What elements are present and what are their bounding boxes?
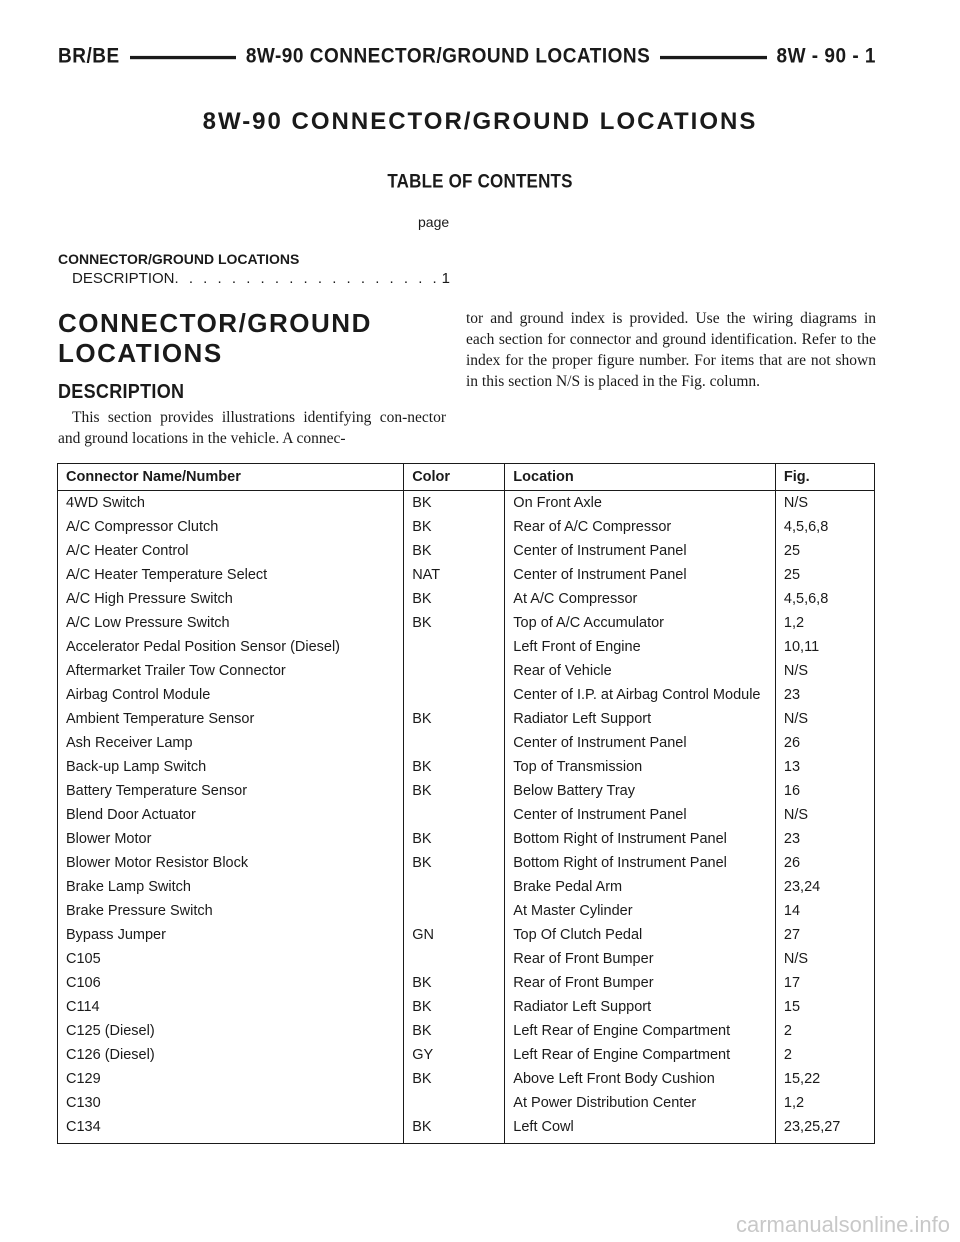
cell-connector-name: Airbag Control Module bbox=[58, 683, 404, 707]
cell-color bbox=[404, 635, 505, 659]
cell-connector-name: C114 bbox=[58, 995, 404, 1019]
cell-location: Center of Instrument Panel bbox=[505, 803, 776, 827]
left-column bbox=[58, 308, 446, 449]
table-row bbox=[58, 1019, 875, 1043]
table-row bbox=[58, 827, 875, 851]
cell-connector-name: Back-up Lamp Switch bbox=[58, 755, 404, 779]
cell-fig: N/S bbox=[775, 803, 874, 827]
cell-location: Radiator Left Support bbox=[505, 707, 776, 731]
document-title: 8W-90 CONNECTOR/GROUND LOCATIONS bbox=[202, 108, 758, 135]
cell-fig: N/S bbox=[775, 707, 874, 731]
column-header-name: Connector Name/Number bbox=[58, 464, 404, 491]
table-row bbox=[58, 1067, 875, 1091]
cell-location: Center of Instrument Panel bbox=[505, 731, 776, 755]
cell-location: Top Of Clutch Pedal bbox=[505, 923, 776, 947]
cell-color: BK bbox=[404, 755, 505, 779]
cell-location: Left Rear of Engine Compartment bbox=[505, 1043, 776, 1067]
cell-location: Top of Transmission bbox=[505, 755, 776, 779]
column-header-fig: Fig. bbox=[775, 464, 874, 491]
cell-fig: N/S bbox=[775, 659, 874, 683]
header-rule-right bbox=[660, 55, 766, 58]
cell-color: BK bbox=[404, 587, 505, 611]
connector-table bbox=[57, 463, 875, 1144]
cell-connector-name: C125 (Diesel) bbox=[58, 1019, 404, 1043]
table-row bbox=[58, 707, 875, 731]
cell-color bbox=[404, 659, 505, 683]
toc-page-label: page bbox=[418, 214, 450, 230]
cell-location: Center of Instrument Panel bbox=[505, 563, 776, 587]
table-row bbox=[58, 995, 875, 1019]
cell-connector-name: Blend Door Actuator bbox=[58, 803, 404, 827]
cell-connector-name: Ambient Temperature Sensor bbox=[58, 707, 404, 731]
cell-fig: 17 bbox=[775, 971, 874, 995]
cell-fig: 26 bbox=[775, 731, 874, 755]
cell-color bbox=[404, 803, 505, 827]
cell-fig: 26 bbox=[775, 851, 874, 875]
toc-entry-description[interactable] bbox=[72, 270, 450, 287]
description-paragraph-right: tor and ground index is provided. Use the wiring diagrams in each section for connector and ground identification. Refer to the index for the proper figure number. For items that are not shown in this section N/S is placed in the Fig. column. bbox=[466, 310, 876, 390]
cell-color: NAT bbox=[404, 563, 505, 587]
table-row bbox=[58, 875, 875, 899]
toc-section: CONNECTOR/GROUND LOCATIONS bbox=[58, 251, 300, 267]
cell-location: At Power Distribution Center bbox=[505, 1091, 776, 1115]
cell-location: Radiator Left Support bbox=[505, 995, 776, 1019]
table-row bbox=[58, 803, 875, 827]
table-row bbox=[58, 731, 875, 755]
cell-fig: N/S bbox=[775, 491, 874, 516]
cell-connector-name: Bypass Jumper bbox=[58, 923, 404, 947]
cell-location: Above Left Front Body Cushion bbox=[505, 1067, 776, 1091]
cell-fig: 25 bbox=[775, 539, 874, 563]
cell-connector-name: A/C Heater Temperature Select bbox=[58, 563, 404, 587]
table-row bbox=[58, 899, 875, 923]
cell-fig: 13 bbox=[775, 755, 874, 779]
cell-color bbox=[404, 683, 505, 707]
table-row bbox=[58, 971, 875, 995]
table-body bbox=[58, 491, 875, 1144]
cell-fig: 2 bbox=[775, 1019, 874, 1043]
watermark: carmanualsonline.info bbox=[735, 1212, 950, 1237]
column-header-color: Color bbox=[404, 464, 505, 491]
cell-fig: 2 bbox=[775, 1043, 874, 1067]
cell-location: Left Cowl bbox=[505, 1115, 776, 1144]
header-section-title: 8W-90 CONNECTOR/GROUND LOCATIONS bbox=[245, 44, 651, 68]
table-row bbox=[58, 515, 875, 539]
cell-fig: 14 bbox=[775, 899, 874, 923]
cell-location: Rear of Vehicle bbox=[505, 659, 776, 683]
table-row bbox=[58, 659, 875, 683]
cell-color bbox=[404, 947, 505, 971]
cell-connector-name: C105 bbox=[58, 947, 404, 971]
cell-location: Bottom Right of Instrument Panel bbox=[505, 851, 776, 875]
table-row bbox=[58, 587, 875, 611]
toc-leader-dots bbox=[175, 270, 442, 287]
table-row bbox=[58, 1115, 875, 1144]
cell-connector-name: Blower Motor bbox=[58, 827, 404, 851]
cell-location: At Master Cylinder bbox=[505, 899, 776, 923]
column-header-location: Location bbox=[505, 464, 776, 491]
cell-connector-name: 4WD Switch bbox=[58, 491, 404, 516]
right-column bbox=[466, 308, 876, 392]
cell-connector-name: A/C Low Pressure Switch bbox=[58, 611, 404, 635]
cell-color: BK bbox=[404, 491, 505, 516]
cell-connector-name: Aftermarket Trailer Tow Connector bbox=[58, 659, 404, 683]
cell-fig: 23 bbox=[775, 827, 874, 851]
cell-color: BK bbox=[404, 539, 505, 563]
cell-connector-name: A/C Heater Control bbox=[58, 539, 404, 563]
cell-connector-name: Brake Pressure Switch bbox=[58, 899, 404, 923]
cell-connector-name: A/C High Pressure Switch bbox=[58, 587, 404, 611]
cell-fig: 15 bbox=[775, 995, 874, 1019]
cell-location: On Front Axle bbox=[505, 491, 776, 516]
cell-connector-name: Brake Lamp Switch bbox=[58, 875, 404, 899]
cell-location: Rear of Front Bumper bbox=[505, 971, 776, 995]
cell-fig: 23,24 bbox=[775, 875, 874, 899]
cell-connector-name: C126 (Diesel) bbox=[58, 1043, 404, 1067]
cell-connector-name: Blower Motor Resistor Block bbox=[58, 851, 404, 875]
subsection-title: DESCRIPTION bbox=[58, 380, 185, 403]
cell-connector-name: Accelerator Pedal Position Sensor (Diesel) bbox=[58, 635, 404, 659]
toc-entry-page: 1 bbox=[441, 270, 450, 287]
cell-color: BK bbox=[404, 611, 505, 635]
cell-location: Below Battery Tray bbox=[505, 779, 776, 803]
cell-connector-name: C134 bbox=[58, 1115, 404, 1144]
table-header-row bbox=[58, 464, 875, 491]
cell-color: BK bbox=[404, 851, 505, 875]
table-row bbox=[58, 947, 875, 971]
cell-fig: 4,5,6,8 bbox=[775, 587, 874, 611]
table-row bbox=[58, 491, 875, 516]
cell-connector-name: A/C Compressor Clutch bbox=[58, 515, 404, 539]
table-row bbox=[58, 851, 875, 875]
table-row bbox=[58, 611, 875, 635]
cell-color: BK bbox=[404, 1115, 505, 1144]
cell-location: Center of Instrument Panel bbox=[505, 539, 776, 563]
cell-location: Center of I.P. at Airbag Control Module bbox=[505, 683, 776, 707]
cell-connector-name: Battery Temperature Sensor bbox=[58, 779, 404, 803]
cell-color bbox=[404, 899, 505, 923]
cell-location: At A/C Compressor bbox=[505, 587, 776, 611]
header-rule-left bbox=[130, 55, 236, 58]
cell-location: Left Rear of Engine Compartment bbox=[505, 1019, 776, 1043]
table-row bbox=[58, 779, 875, 803]
cell-color: BK bbox=[404, 1067, 505, 1091]
cell-color bbox=[404, 731, 505, 755]
cell-fig: 23,25,27 bbox=[775, 1115, 874, 1144]
cell-color: BK bbox=[404, 779, 505, 803]
cell-location: Bottom Right of Instrument Panel bbox=[505, 827, 776, 851]
cell-fig: 16 bbox=[775, 779, 874, 803]
table-row bbox=[58, 683, 875, 707]
table-row bbox=[58, 755, 875, 779]
description-paragraph-left: This section provides illustrations identifying con-nector and ground locations in the vehicle. A connec- bbox=[58, 409, 446, 447]
cell-connector-name: Ash Receiver Lamp bbox=[58, 731, 404, 755]
table-row bbox=[58, 563, 875, 587]
cell-connector-name: C106 bbox=[58, 971, 404, 995]
cell-color bbox=[404, 875, 505, 899]
section-title bbox=[58, 308, 446, 368]
cell-location: Rear of A/C Compressor bbox=[505, 515, 776, 539]
table-row bbox=[58, 1043, 875, 1067]
cell-location: Top of A/C Accumulator bbox=[505, 611, 776, 635]
header-page-number: 8W - 90 - 1 bbox=[776, 44, 877, 68]
cell-color: BK bbox=[404, 995, 505, 1019]
table-row bbox=[58, 635, 875, 659]
toc-entry-label: DESCRIPTION bbox=[72, 270, 175, 287]
cell-fig: 4,5,6,8 bbox=[775, 515, 874, 539]
cell-fig: N/S bbox=[775, 947, 874, 971]
cell-connector-name: C130 bbox=[58, 1091, 404, 1115]
cell-fig: 25 bbox=[775, 563, 874, 587]
cell-fig: 1,2 bbox=[775, 611, 874, 635]
cell-color: BK bbox=[404, 707, 505, 731]
cell-color: BK bbox=[404, 827, 505, 851]
cell-color: BK bbox=[404, 1019, 505, 1043]
cell-location: Rear of Front Bumper bbox=[505, 947, 776, 971]
cell-connector-name: C129 bbox=[58, 1067, 404, 1091]
cell-fig: 23 bbox=[775, 683, 874, 707]
cell-fig: 27 bbox=[775, 923, 874, 947]
table-row bbox=[58, 923, 875, 947]
cell-fig: 15,22 bbox=[775, 1067, 874, 1091]
table-row bbox=[58, 1091, 875, 1115]
page-header bbox=[58, 41, 876, 74]
section-title-line2: LOCATIONS bbox=[58, 338, 223, 368]
table-row bbox=[58, 539, 875, 563]
cell-color: GN bbox=[404, 923, 505, 947]
cell-color: BK bbox=[404, 971, 505, 995]
cell-color: BK bbox=[404, 515, 505, 539]
cell-color bbox=[404, 1091, 505, 1115]
cell-fig: 10,11 bbox=[775, 635, 874, 659]
cell-fig: 1,2 bbox=[775, 1091, 874, 1115]
toc-heading: TABLE OF CONTENTS bbox=[387, 170, 573, 193]
cell-color: GY bbox=[404, 1043, 505, 1067]
section-title-line1: CONNECTOR/GROUND bbox=[58, 308, 372, 338]
header-model: BR/BE bbox=[58, 44, 120, 68]
cell-location: Left Front of Engine bbox=[505, 635, 776, 659]
cell-location: Brake Pedal Arm bbox=[505, 875, 776, 899]
